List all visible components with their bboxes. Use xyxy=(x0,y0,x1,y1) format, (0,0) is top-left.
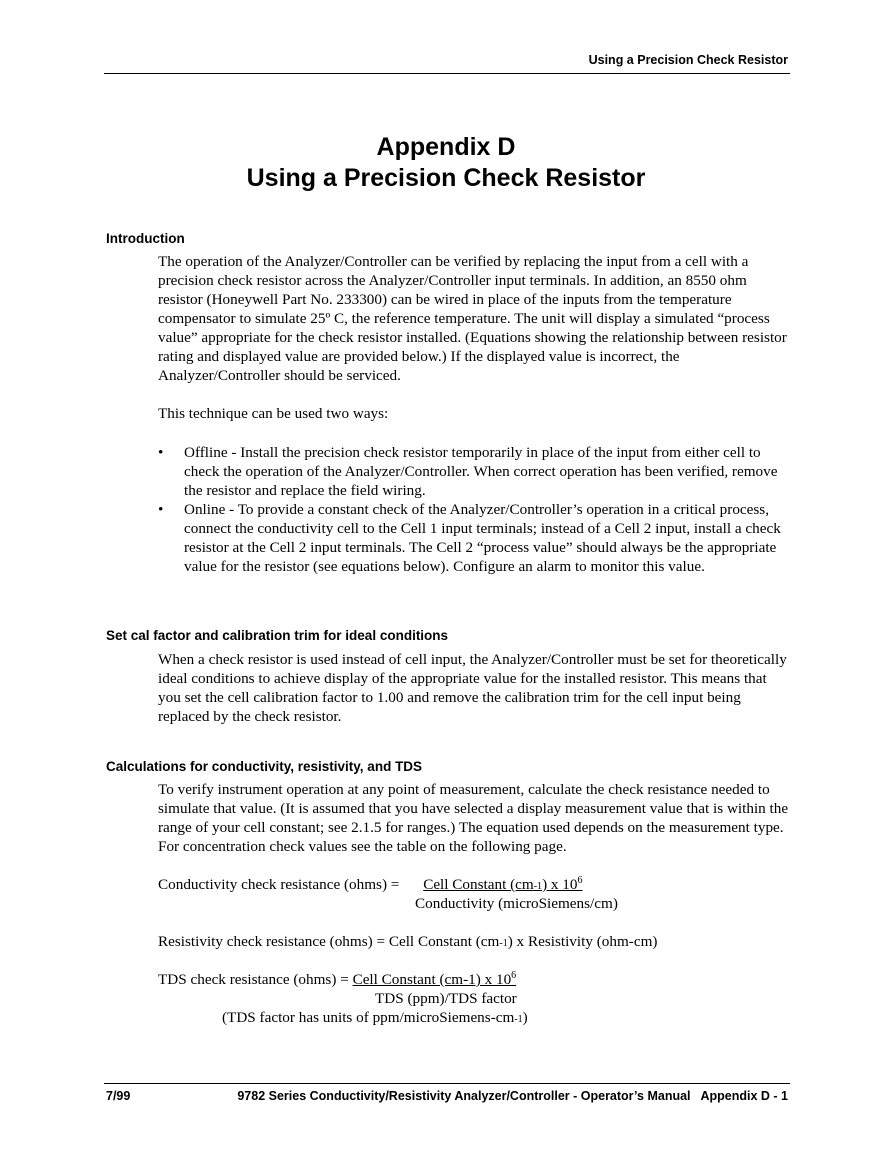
tds-denominator: TDS (ppm)/TDS factor xyxy=(375,990,517,1007)
page-title-line2: Using a Precision Check Resistor xyxy=(246,164,646,192)
technique-text: This technique can be used two ways: xyxy=(158,405,389,422)
conductivity-denominator: Conductivity (microSiemens/cm) xyxy=(415,895,618,912)
technique-list xyxy=(158,443,790,576)
footer-page-number: Appendix D - 1 xyxy=(700,1089,788,1103)
introduction-paragraph: The operation of the Analyzer/Controller can be verified by replacing the input from a cell with a precision check resistor across the Analyzer/Controller input terminals. In addition, an 8550 ohm resistor (Honeywell Part No. 233300) can be wired in place of the inputs from the temperature compensator to simulate 25º C, the reference temperature. The unit will display a simulated “process value” appropriate for the check resistor installed. (Equations showing the relationship between resistor rating and displayed value are provided below.) If the displayed value is incorrect, the Analyzer/Controller should be serviced. xyxy=(158,253,787,384)
page-title-line1: Appendix D xyxy=(376,133,516,161)
introduction-heading: Introduction xyxy=(106,231,185,246)
conductivity-numerator: Cell Constant (cm-1) x $10^6$ xyxy=(423,874,583,893)
bullet-icon: • xyxy=(158,444,164,461)
tds-numerator: Cell Constant (cm-1) x $10^6$ xyxy=(352,969,517,988)
tds-note: (TDS factor has units of ppm/microSiemens-cm-1) xyxy=(222,1009,528,1026)
bullet-icon: • xyxy=(158,501,164,518)
cal-factor-heading: Set cal factor and calibration trim for ideal conditions xyxy=(106,628,449,643)
calculations-heading: Calculations for conductivity, resistivity, and TDS xyxy=(106,759,423,774)
header-rule xyxy=(104,73,790,74)
page-title xyxy=(0,132,892,194)
conductivity-label: Conductivity check resistance (ohms) = xyxy=(158,876,404,893)
footer-manual-info xyxy=(237,1089,788,1103)
list-item-text: Offline - Install the precision check resistor temporarily in place of the input from either cell to check the operation of the Analyzer/Controller. When correct operation has been verified, remove the resistor and replace the field wiring. xyxy=(184,444,778,499)
list-item-text: Online - To provide a constant check of the Analyzer/Controller’s operation in a critical process, connect the conductivity cell to the Cell 1 input terminals; instead of a Cell 2 input, install a check resistor at the Cell 2 input terminals. The Cell 2 “process value” should always be the appropriate value for the resistor (see equations below). Configure an alarm to monitor this value. xyxy=(184,501,781,575)
footer-rule xyxy=(104,1083,790,1084)
list-item-online xyxy=(158,500,790,576)
footer-manual-title: 9782 Series Conductivity/Resistivity Analyzer/Controller - Operator’s Manual xyxy=(237,1089,691,1103)
footer-date: 7/99 xyxy=(106,1089,131,1103)
tds-formula xyxy=(158,970,516,989)
list-item-offline xyxy=(158,443,790,500)
conductivity-formula xyxy=(158,875,583,896)
running-header: Using a Precision Check Resistor xyxy=(588,53,788,67)
cal-factor-paragraph: When a check resistor is used instead of cell input, the Analyzer/Controller must be set for theoretically ideal conditions to achieve display of the appropriate value for the installed resistor. This means that you set the cell calibration factor to 1.00 and remove the calibration trim for the cell input being replaced by the check resistor. xyxy=(158,651,787,725)
calculations-paragraph: To verify instrument operation at any point of measurement, calculate the check resistance needed to simulate that value. (It is assumed that you have selected a display measurement value that is within the range of your cell constant; see 2.1.5 for ranges.) The equation used depends on the measurement type. For concentration check values see the table on the following page. xyxy=(158,781,789,855)
tds-label: TDS check resistance (ohms) = xyxy=(158,971,353,988)
resistivity-formula: Resistivity check resistance (ohms) = Cell Constant (cm-1) x Resistivity (ohm-cm) xyxy=(158,933,658,950)
